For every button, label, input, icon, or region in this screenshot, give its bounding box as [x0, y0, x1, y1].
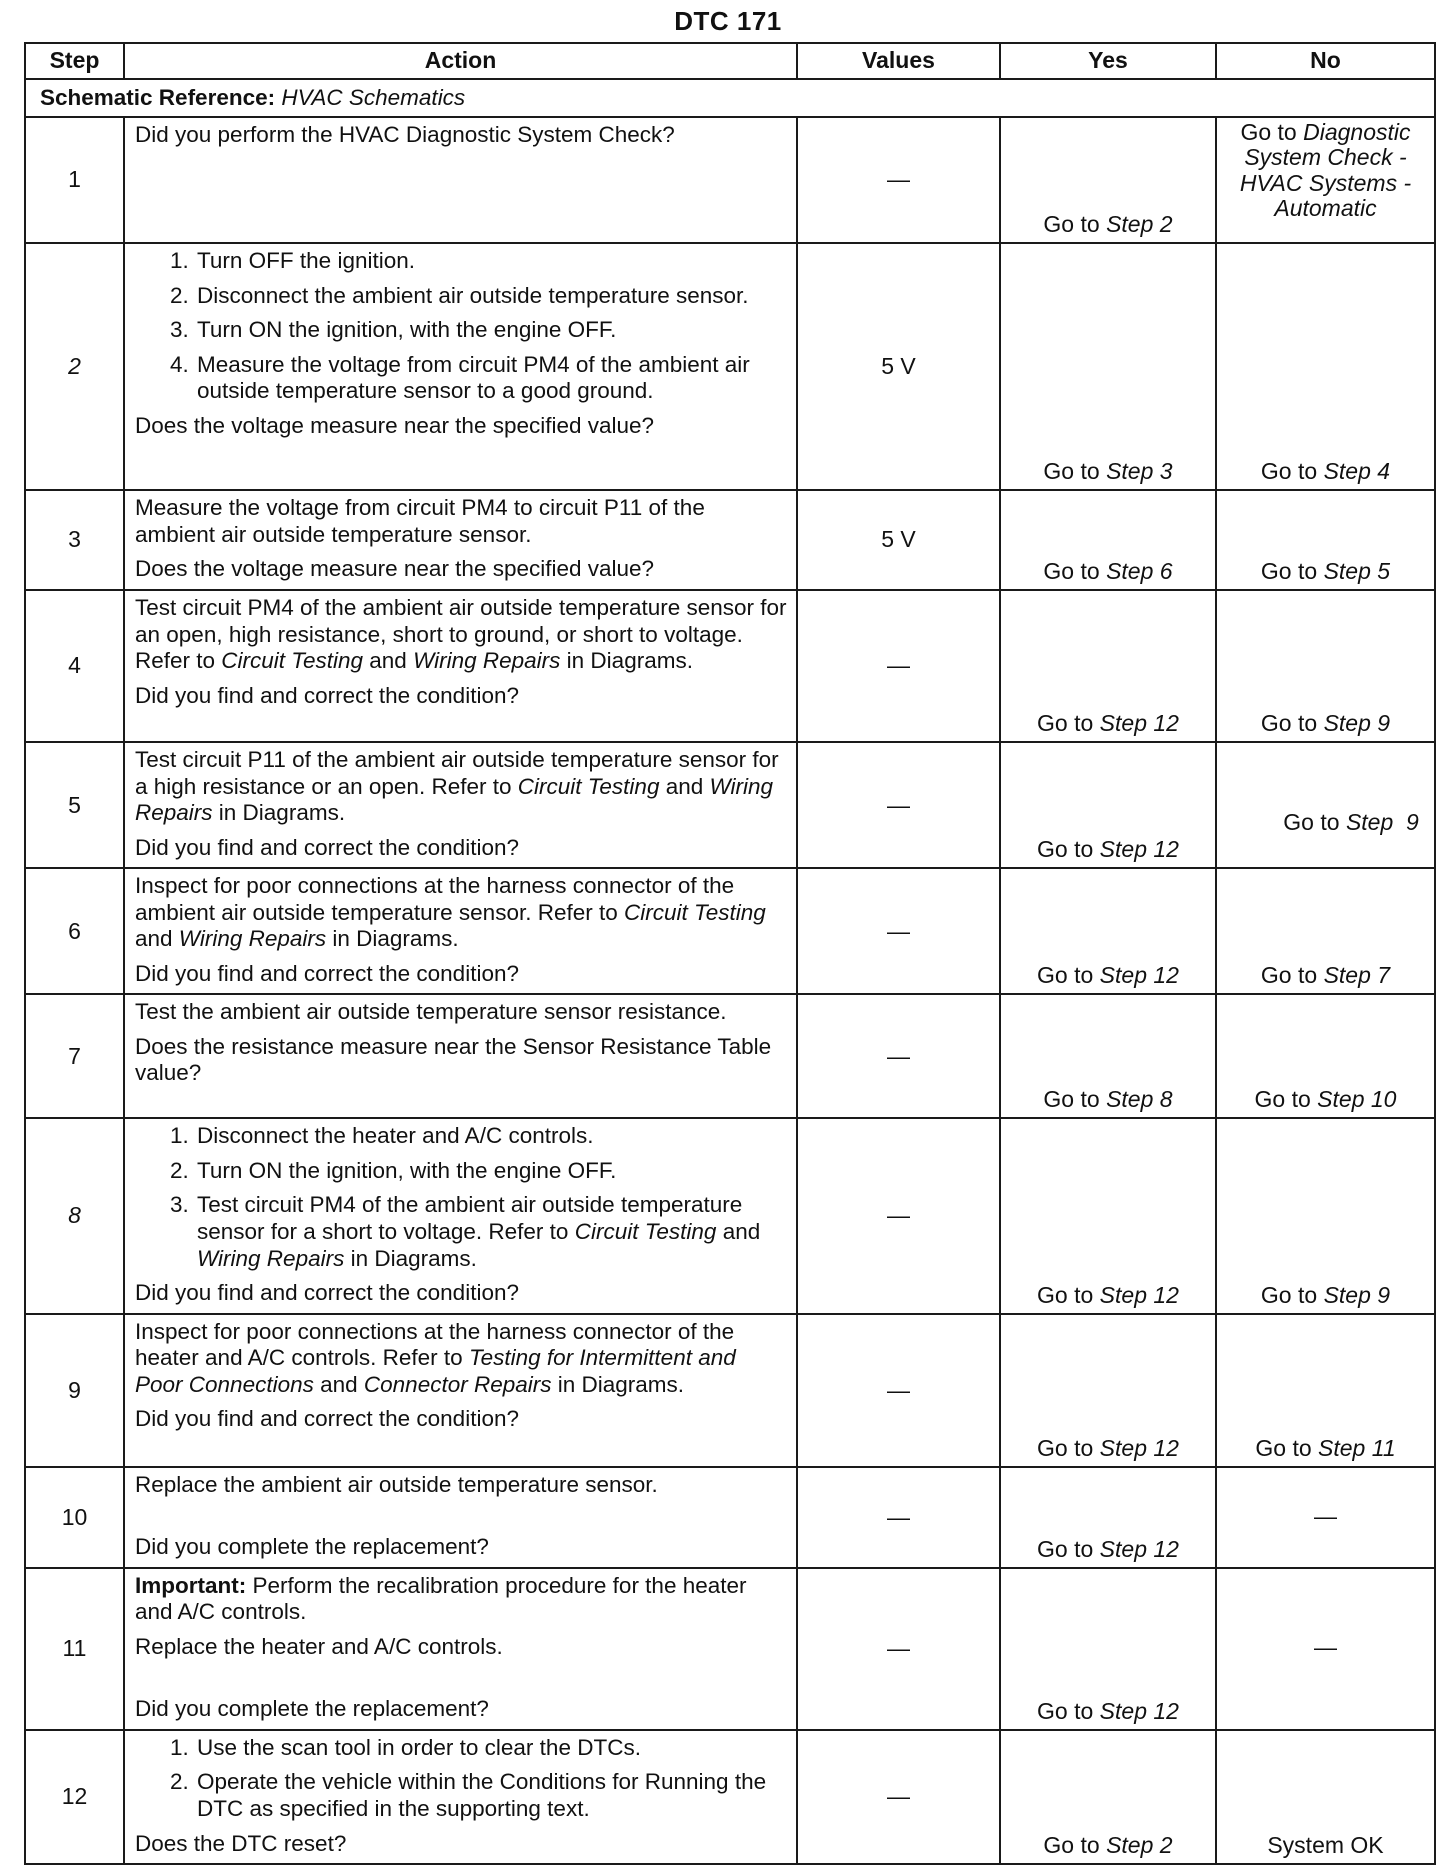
no-target-link[interactable]: Diagnostic System Check - HVAC Systems - Automatic — [1239, 119, 1412, 221]
no-prefix: Go to — [1260, 557, 1324, 584]
no-target-link[interactable]: Step 5 — [1323, 557, 1391, 584]
yes-prefix: Go to — [1037, 1535, 1100, 1562]
step-number: 11 — [25, 1568, 124, 1730]
action-question: Does the voltage measure near the specified value? — [135, 412, 655, 438]
no-prefix: Go to — [1255, 1434, 1319, 1461]
yes-prefix: Go to — [1037, 836, 1100, 863]
value-cell: — — [797, 1118, 1000, 1313]
header-step: Step — [25, 43, 124, 79]
value-cell: — — [797, 117, 1000, 243]
yes-target-link[interactable]: Step 12 — [1099, 1697, 1179, 1724]
no-prefix: Go to — [1240, 119, 1304, 145]
no-cell: — — [1216, 1467, 1435, 1568]
table-row — [25, 1467, 1435, 1568]
step-number: 9 — [25, 1314, 124, 1467]
action-cell — [124, 117, 797, 243]
action-text: Did you perform the HVAC Diagnostic System Check? — [135, 122, 675, 147]
yes-cell — [1000, 1467, 1216, 1568]
step-number: 3 — [25, 490, 124, 590]
list-item: 2. Turn ON the ignition, with the engine OFF. — [195, 1158, 788, 1185]
action-text-part: and — [659, 773, 710, 799]
yes-prefix: Go to — [1043, 557, 1107, 584]
no-target-link[interactable]: Step 10 — [1317, 1086, 1397, 1113]
no-cell — [1216, 994, 1435, 1118]
list-item: 2. Disconnect the ambient air outside temperature sensor. — [195, 283, 788, 310]
action-text-part: in Diagrams. — [212, 800, 346, 826]
action-question: Did you find and correct the condition? — [135, 1280, 519, 1306]
yes-prefix: Go to — [1037, 709, 1100, 736]
important-text: Perform the recalibration procedure for the heater and A/C controls. — [135, 1572, 747, 1625]
no-cell: — — [1216, 1568, 1435, 1730]
table-row — [25, 590, 1435, 742]
step-number: 5 — [25, 742, 124, 868]
step-number: 10 — [25, 1467, 124, 1568]
yes-prefix: Go to — [1043, 1832, 1107, 1858]
schematic-reference-label: Schematic Reference: — [40, 84, 276, 110]
schematic-reference-link[interactable]: HVAC Schematics — [281, 84, 466, 110]
reference-link[interactable]: Wiring Repairs — [197, 1245, 345, 1271]
yes-cell — [1000, 490, 1216, 590]
step-number: 7 — [25, 994, 124, 1118]
yes-target-link[interactable]: Step 12 — [1099, 962, 1179, 989]
yes-prefix: Go to — [1037, 962, 1100, 989]
table-row — [25, 1118, 1435, 1313]
step-number: 12 — [25, 1730, 124, 1864]
value-cell: — — [797, 1568, 1000, 1730]
no-cell — [1216, 117, 1435, 243]
action-cell — [124, 1314, 797, 1467]
value-cell: — — [797, 1730, 1000, 1864]
reference-link[interactable]: Wiring Repairs — [413, 648, 561, 674]
action-text: Replace the ambient air outside temperature sensor. — [135, 1471, 658, 1497]
important-label: Important: — [135, 1572, 247, 1598]
table-row — [25, 117, 1435, 243]
action-text: Measure the voltage from circuit PM4 to circuit P11 of the ambient air outside temperature sensor. — [135, 495, 705, 547]
no-prefix: Go to — [1260, 1281, 1324, 1308]
action-steps-list — [135, 1123, 788, 1272]
action-text — [135, 747, 788, 827]
action-question: Did you find and correct the condition? — [135, 834, 519, 860]
action-text-part: Inspect for poor connections at the harness connector of the heater and A/C controls. Refer to — [135, 1318, 735, 1371]
value-cell: — — [797, 1314, 1000, 1467]
yes-cell — [1000, 243, 1216, 490]
value-cell: — — [797, 742, 1000, 868]
action-cell — [124, 1118, 797, 1313]
yes-target-link[interactable]: Step 12 — [1099, 1434, 1179, 1461]
yes-prefix: Go to — [1037, 1281, 1100, 1308]
no-cell — [1216, 1314, 1435, 1467]
no-target-link[interactable]: Step 9 — [1345, 808, 1419, 835]
table-row — [25, 243, 1435, 490]
action-text-part: Test circuit P11 of the ambient air outside temperature sensor for a high resistance or an open. Refer to — [135, 747, 779, 799]
header-no: No — [1216, 43, 1435, 79]
table-row — [25, 1314, 1435, 1467]
action-cell — [124, 994, 797, 1118]
no-prefix: Go to — [1283, 808, 1346, 835]
action-text-part: and — [135, 926, 179, 952]
action-question: Did you find and correct the condition? — [135, 682, 519, 708]
no-target-link[interactable]: Step 9 — [1323, 709, 1391, 736]
table-row — [25, 1568, 1435, 1730]
yes-prefix: Go to — [1037, 1697, 1100, 1724]
yes-cell — [1000, 590, 1216, 742]
yes-cell — [1000, 117, 1216, 243]
value-cell: 5 V — [797, 243, 1000, 490]
yes-cell — [1000, 1568, 1216, 1730]
yes-cell — [1000, 742, 1216, 868]
value-cell: — — [797, 868, 1000, 994]
action-question: Does the voltage measure near the specified value? — [135, 556, 655, 582]
action-text-part: Inspect for poor connections at the harness connector of the ambient air outside temperature sensor. Refer to — [135, 873, 735, 925]
action-text: Test the ambient air outside temperature sensor resistance. — [135, 999, 727, 1025]
yes-prefix: Go to — [1043, 1086, 1107, 1113]
action-question: Did you complete the replacement? — [135, 1696, 489, 1722]
header-row — [25, 43, 1435, 79]
step-number: 6 — [25, 868, 124, 994]
list-item — [195, 1192, 788, 1272]
header-values: Values — [797, 43, 1000, 79]
no-cell — [1216, 590, 1435, 742]
yes-target-link[interactable]: Step 2 — [1106, 210, 1173, 237]
no-cell — [1216, 490, 1435, 590]
header-yes: Yes — [1000, 43, 1216, 79]
action-text: Replace the heater and A/C controls. — [135, 1633, 503, 1659]
action-question: Did you complete the replacement? — [135, 1534, 489, 1560]
value-cell: 5 V — [797, 490, 1000, 590]
yes-cell — [1000, 868, 1216, 994]
no-cell — [1216, 742, 1435, 868]
step-number: 2 — [25, 243, 124, 490]
reference-link[interactable]: Circuit Testing — [574, 1219, 717, 1245]
schematic-reference — [25, 79, 1435, 117]
schematic-reference-row — [25, 79, 1435, 117]
no-target-link[interactable]: Step 9 — [1323, 1281, 1391, 1308]
action-cell — [124, 243, 797, 490]
page-title: DTC 171 — [674, 6, 782, 36]
action-text — [135, 873, 788, 953]
yes-cell — [1000, 994, 1216, 1118]
action-text-part: and — [363, 648, 414, 674]
yes-cell — [1000, 1118, 1216, 1313]
yes-cell — [1000, 1314, 1216, 1467]
yes-prefix: Go to — [1037, 1434, 1100, 1461]
reference-link[interactable]: Circuit Testing — [221, 648, 364, 674]
action-steps-list — [135, 248, 788, 405]
reference-link[interactable]: Connector Repairs — [363, 1371, 552, 1397]
action-cell — [124, 1467, 797, 1568]
diagnostic-table — [24, 42, 1436, 1865]
no-prefix: Go to — [1254, 1086, 1318, 1113]
action-cell — [124, 868, 797, 994]
header-action: Action — [124, 43, 797, 79]
no-target-link[interactable]: Step 4 — [1323, 457, 1391, 484]
no-cell: System OK — [1216, 1730, 1435, 1864]
no-prefix: Go to — [1260, 962, 1324, 989]
no-target-link[interactable]: Step 7 — [1323, 962, 1391, 989]
action-text-part: Test circuit PM4 of the ambient air outside temperature sensor for an open, high resistance, short to ground, or short to voltage. Refer to — [135, 595, 787, 674]
yes-target-link[interactable]: Step 8 — [1106, 1086, 1173, 1113]
value-cell: — — [797, 590, 1000, 742]
yes-target-link[interactable]: Step 2 — [1106, 1832, 1173, 1858]
step-number: 1 — [25, 117, 124, 243]
action-steps-list — [135, 1735, 788, 1823]
table-row — [25, 868, 1435, 994]
table-row — [25, 742, 1435, 868]
yes-target-link[interactable]: Step 12 — [1099, 836, 1179, 863]
action-question: Did you find and correct the condition? — [135, 1406, 519, 1432]
no-prefix: Go to — [1260, 457, 1324, 484]
step-number: 8 — [25, 1118, 124, 1313]
action-text — [135, 1319, 788, 1399]
action-text-part: and — [313, 1371, 364, 1397]
yes-prefix: Go to — [1043, 457, 1107, 484]
reference-link[interactable]: Wiring Repairs — [135, 773, 774, 826]
list-item: 3. Turn ON the ignition, with the engine OFF. — [195, 317, 788, 344]
list-item: 1. Turn OFF the ignition. — [195, 248, 788, 275]
reference-link[interactable]: Circuit Testing — [517, 773, 660, 799]
no-cell — [1216, 1118, 1435, 1313]
action-text-part: in Diagrams. — [560, 648, 693, 674]
value-cell: — — [797, 1467, 1000, 1568]
action-cell — [124, 490, 797, 590]
table-row — [25, 994, 1435, 1118]
action-text — [135, 595, 788, 675]
reference-link[interactable]: Testing for Intermittent and Poor Connections — [135, 1345, 736, 1397]
yes-target-link[interactable]: Step 12 — [1099, 709, 1179, 736]
list-item: 1. Use the scan tool in order to clear the DTCs. — [195, 1735, 788, 1762]
important-note — [135, 1573, 788, 1626]
value-cell: — — [797, 994, 1000, 1118]
list-item: 4. Measure the voltage from circuit PM4 of the ambient air outside temperature sensor to a good ground. — [195, 352, 788, 405]
action-text-part: in Diagrams. — [326, 926, 459, 952]
action-cell — [124, 1568, 797, 1730]
reference-link[interactable]: Circuit Testing — [624, 899, 766, 925]
action-text-part: Test circuit PM4 of the ambient air outside temperature sensor for a short to voltage. Refer to — [197, 1192, 743, 1245]
yes-target-link[interactable]: Step 6 — [1106, 557, 1173, 584]
no-target-link[interactable]: Step 11 — [1318, 1434, 1396, 1461]
list-item: 1. Disconnect the heater and A/C controls. — [195, 1123, 788, 1150]
action-text-part: and — [716, 1219, 761, 1245]
action-question: Does the DTC reset? — [135, 1830, 347, 1856]
list-item: 2. Operate the vehicle within the Conditions for Running the DTC as specified in the supporting text. — [195, 1769, 788, 1822]
table-row — [25, 490, 1435, 590]
step-number: 4 — [25, 590, 124, 742]
action-question: Did you find and correct the condition? — [135, 960, 519, 986]
yes-target-link[interactable]: Step 12 — [1099, 1535, 1179, 1562]
action-text-part: in Diagrams. — [551, 1371, 685, 1397]
action-cell — [124, 590, 797, 742]
action-question: Does the resistance measure near the Sensor Resistance Table value? — [135, 1033, 772, 1086]
yes-target-link[interactable]: Step 3 — [1106, 457, 1173, 484]
no-cell — [1216, 868, 1435, 994]
action-cell — [124, 742, 797, 868]
yes-prefix: Go to — [1043, 210, 1107, 237]
reference-link[interactable]: Wiring Repairs — [178, 926, 327, 952]
no-cell — [1216, 243, 1435, 490]
no-prefix: Go to — [1260, 709, 1324, 736]
yes-target-link[interactable]: Step 12 — [1099, 1281, 1179, 1308]
action-text-part: in Diagrams. — [344, 1245, 477, 1271]
